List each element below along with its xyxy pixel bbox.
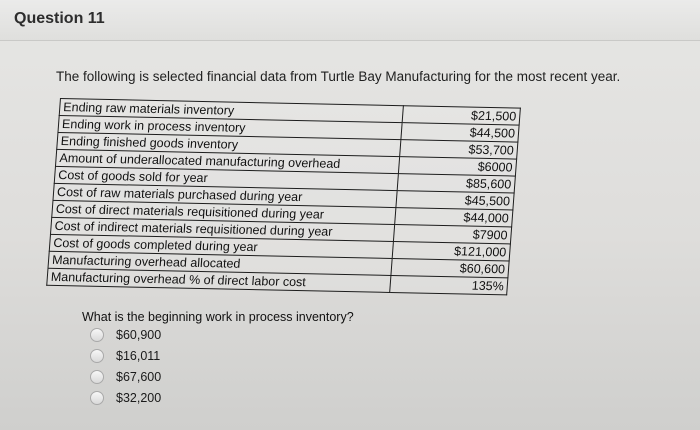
radio-button[interactable] bbox=[90, 328, 104, 342]
row-value: 135% bbox=[390, 275, 508, 294]
row-value: $6000 bbox=[398, 157, 516, 176]
financial-data-table bbox=[46, 98, 521, 295]
row-label: Cost of direct materials requisitioned during year bbox=[52, 200, 396, 224]
row-label: Ending work in process inventory bbox=[58, 115, 402, 139]
question-header bbox=[0, 0, 700, 41]
row-value: $85,600 bbox=[397, 174, 515, 193]
row-label: Manufacturing overhead % of direct labor cost bbox=[47, 268, 391, 292]
row-label: Amount of underallocated manufacturing overhead bbox=[55, 149, 399, 173]
answer-option-label: $16,011 bbox=[116, 348, 161, 363]
answer-option-label: $32,200 bbox=[116, 390, 162, 405]
radio-button[interactable] bbox=[90, 349, 104, 363]
radio-button[interactable] bbox=[90, 391, 104, 405]
row-label: Cost of raw materials purchased during year bbox=[53, 183, 397, 207]
question-intro: The following is selected financial data from Turtle Bay Manufacturing for the most recent year. bbox=[56, 69, 621, 84]
answer-options bbox=[90, 324, 161, 408]
row-value: $44,500 bbox=[401, 123, 519, 142]
row-label: Cost of goods completed during year bbox=[49, 234, 393, 258]
radio-button[interactable] bbox=[90, 370, 104, 384]
row-label: Manufacturing overhead allocated bbox=[48, 251, 392, 275]
answer-option-label: $67,600 bbox=[116, 369, 162, 384]
row-value: $121,000 bbox=[392, 242, 510, 261]
answer-option-label: $60,900 bbox=[116, 327, 162, 342]
row-value: $45,500 bbox=[396, 191, 514, 210]
row-label: Cost of indirect materials requisitioned during year bbox=[50, 217, 394, 241]
row-label: Ending raw materials inventory bbox=[59, 99, 403, 123]
answer-option[interactable] bbox=[90, 345, 161, 366]
answer-option[interactable] bbox=[90, 387, 161, 408]
row-value: $7900 bbox=[393, 225, 511, 244]
question-title: Question 11 bbox=[14, 10, 105, 27]
row-value: $53,700 bbox=[400, 140, 518, 159]
answer-option[interactable] bbox=[90, 324, 161, 345]
row-value: $44,000 bbox=[395, 208, 513, 227]
answer-option[interactable] bbox=[90, 366, 161, 387]
row-label: Ending finished goods inventory bbox=[57, 132, 401, 156]
row-label: Cost of goods sold for year bbox=[54, 166, 398, 190]
financial-data-table-wrapper bbox=[46, 98, 521, 295]
question-prompt: What is the beginning work in process inventory? bbox=[82, 310, 354, 324]
row-value: $21,500 bbox=[402, 106, 520, 125]
row-value: $60,600 bbox=[391, 258, 509, 277]
